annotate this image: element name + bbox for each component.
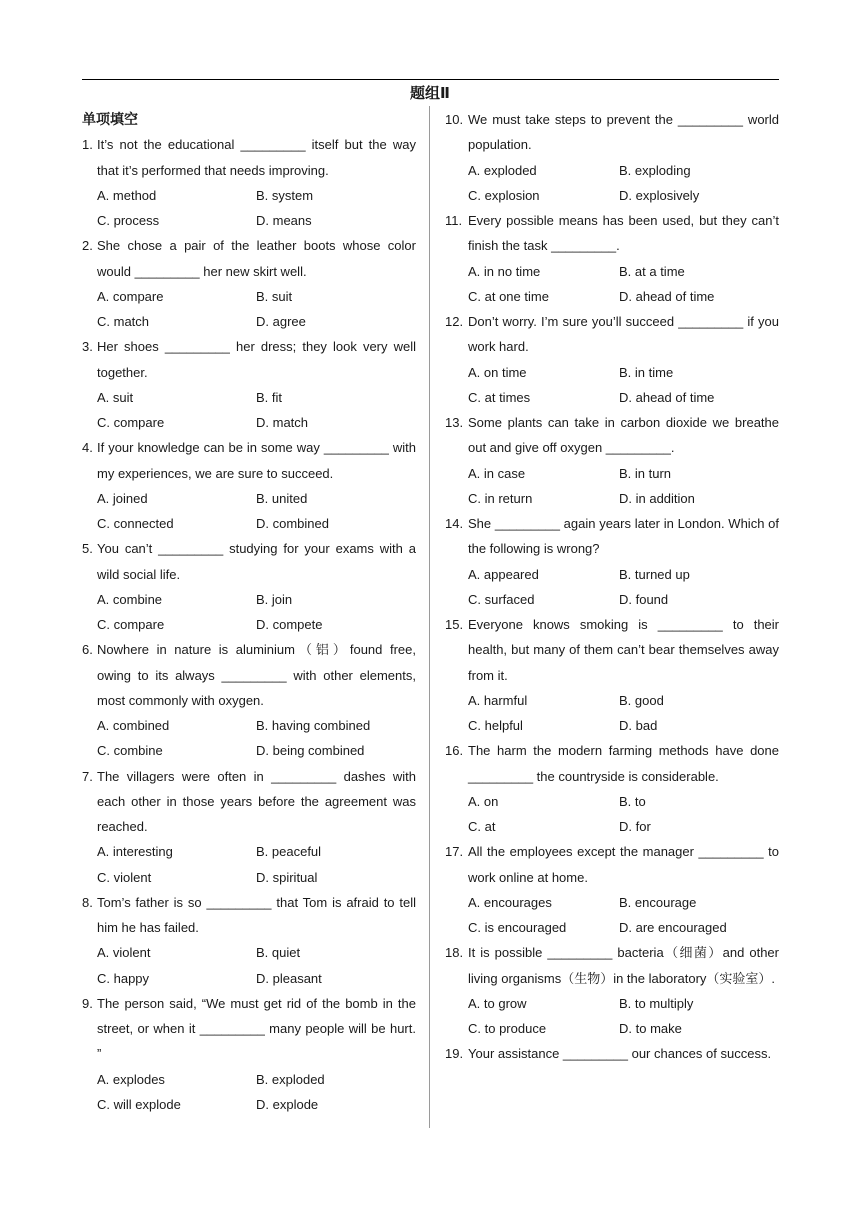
question-stem [445, 940, 779, 991]
question-item [445, 839, 779, 940]
answer-option: D. ahead of time [619, 288, 715, 304]
answer-option: C. will explode [97, 1096, 181, 1112]
answer-option: A. to grow [468, 995, 527, 1011]
question-stem [82, 334, 416, 385]
answer-option: A. joined [97, 490, 148, 506]
answer-option: B. fit [256, 389, 283, 405]
question-item [445, 1041, 779, 1066]
option-row [445, 562, 779, 587]
answer-option: D. for [619, 819, 651, 834]
answer-option: A. combined [97, 718, 170, 733]
question-number: 7. [82, 768, 93, 784]
option-row [82, 511, 416, 536]
answer-option: B. united [256, 490, 308, 506]
question-number: 13. [445, 415, 464, 430]
question-text: Tom’s father is so _________ that Tom is afraid to tell him he has failed. [97, 894, 416, 935]
question-stem [82, 764, 416, 840]
answer-option: B. turned up [619, 566, 690, 582]
answer-option: C. compare [97, 617, 165, 632]
answer-option: A. appeared [468, 566, 539, 582]
question-number: 6. [82, 642, 93, 658]
option-row [445, 183, 779, 208]
option-row [82, 940, 416, 965]
answer-option: C. explosion [468, 187, 540, 203]
option-row [445, 991, 779, 1016]
answer-option: C. compare [97, 415, 165, 430]
answer-option: D. agree [256, 314, 306, 329]
answer-option: B. good [619, 692, 664, 708]
answer-option: B. quiet [256, 945, 301, 961]
answer-option: D. compete [256, 617, 323, 632]
answer-option: B. having combined [256, 718, 371, 733]
answer-option: A. in no time [468, 263, 541, 279]
question-text: Don’t worry. I’m sure you’ll succeed _________ if you work hard. [468, 314, 779, 355]
question-stem [445, 208, 779, 259]
answer-option: A. explodes [97, 1071, 165, 1087]
question-text: Some plants can take in carbon dioxide we breathe out and give off oxygen _________. [468, 415, 779, 456]
question-number: 5. [82, 541, 93, 557]
question-stem [445, 107, 779, 158]
question-number: 1. [82, 137, 93, 153]
question-item [445, 107, 779, 208]
question-number: 18. [445, 945, 464, 961]
option-row [445, 789, 779, 814]
option-row [82, 839, 416, 864]
answer-option: B. peaceful [256, 844, 322, 860]
option-row [82, 1067, 416, 1092]
question-item [82, 536, 416, 637]
question-stem [445, 410, 779, 461]
question-text: It is possible _________ bacteria（细菌）and other living organisms（生物）in the laboratory（实验室）. [468, 945, 779, 986]
answer-option: B. system [256, 187, 314, 203]
answer-option: C. combine [97, 743, 163, 759]
question-number: 8. [82, 894, 93, 910]
question-item [445, 410, 779, 511]
option-row [445, 688, 779, 713]
answer-option: C. match [97, 314, 150, 329]
answer-option: B. to [619, 793, 646, 809]
question-number: 14. [445, 516, 464, 531]
answer-option: A. method [97, 187, 157, 203]
question-number: 11. [445, 213, 463, 228]
option-row [445, 915, 779, 940]
question-stem [445, 1041, 779, 1066]
option-row [445, 461, 779, 486]
question-item [445, 309, 779, 410]
question-item [82, 764, 416, 890]
answer-option: C. helpful [468, 718, 523, 733]
answer-option: B. exploding [619, 162, 691, 178]
question-stem [82, 435, 416, 486]
question-text: Her shoes _________ her dress; they look very well together. [97, 339, 416, 380]
question-stem [445, 309, 779, 360]
question-text: Everyone knows smoking is _________ to their health, but many of them can’t bear themselves away from it. [468, 617, 779, 683]
answer-option: A. combine [97, 591, 163, 607]
answer-option: B. to multiply [619, 995, 694, 1011]
question-item [82, 890, 416, 991]
question-item [82, 991, 416, 1117]
answer-option: A. on [468, 793, 499, 809]
question-text: We must take steps to prevent the _________ world population. [468, 112, 779, 153]
question-text: Every possible means has been used, but they can’t finish the task _________. [468, 213, 779, 254]
option-row [82, 309, 416, 334]
question-number: 10. [445, 112, 464, 127]
question-item [82, 233, 416, 334]
option-row [445, 587, 779, 612]
question-number: 4. [82, 440, 93, 456]
answer-option: D. to make [619, 1021, 682, 1036]
answer-option: D. combined [256, 516, 329, 531]
answer-option: C. happy [97, 970, 150, 986]
answer-option: A. interesting [97, 844, 173, 860]
option-row [445, 284, 779, 309]
answer-option: B. in time [619, 364, 674, 380]
question-item [445, 940, 779, 1041]
option-row [82, 284, 416, 309]
answer-option: D. means [256, 213, 312, 228]
question-stem [445, 738, 779, 789]
option-row [445, 890, 779, 915]
answer-option: C. is encouraged [468, 920, 567, 935]
question-text: The person said, “We must get rid of the bomb in the street, or when it _________ many people will be hurt. ” [97, 995, 416, 1062]
answer-option: C. in return [468, 490, 533, 506]
answer-option: D. explode [256, 1096, 319, 1112]
answer-option: C. violent [97, 869, 152, 885]
option-row [82, 865, 416, 890]
left-column [82, 107, 416, 1117]
question-stem [82, 536, 416, 587]
answer-option: D. explosively [619, 187, 700, 203]
option-row [82, 587, 416, 612]
option-row [445, 360, 779, 385]
column-divider [429, 106, 430, 1128]
answer-option: D. ahead of time [619, 389, 715, 405]
option-row [445, 814, 779, 839]
answer-option: B. in turn [619, 465, 672, 481]
option-row [82, 183, 416, 208]
question-item [82, 637, 416, 763]
question-number: 15. [445, 617, 464, 632]
answer-option: C. at times [468, 389, 531, 405]
question-number: 12. [445, 314, 464, 329]
question-text: All the employees except the manager _________ to work online at home. [468, 844, 779, 885]
option-row [82, 966, 416, 991]
option-row [82, 1092, 416, 1117]
header-rule [82, 79, 779, 80]
option-row [82, 738, 416, 763]
answer-option: A. in case [468, 465, 526, 481]
answer-option: D. being combined [256, 743, 365, 759]
answer-option: C. process [97, 213, 160, 228]
page-title: 题组Ⅱ [410, 85, 450, 102]
question-number: 17. [445, 844, 464, 860]
answer-option: D. bad [619, 718, 658, 733]
answer-option: D. are encouraged [619, 920, 727, 935]
answer-option: B. at a time [619, 263, 685, 279]
question-text: The harm the modern farming methods have done _________ the countryside is considerable. [468, 743, 779, 784]
option-row [82, 486, 416, 511]
question-text: She chose a pair of the leather boots whose color would _________ her new skirt well. [97, 238, 416, 279]
answer-option: A. exploded [468, 162, 537, 178]
question-stem [82, 890, 416, 941]
question-stem [445, 839, 779, 890]
answer-option: A. harmful [468, 692, 528, 708]
option-row [445, 385, 779, 410]
question-stem [82, 233, 416, 284]
answer-option: A. suit [97, 389, 134, 405]
left-question-list [82, 132, 416, 1117]
question-text: It’s not the educational _________ itself but the way that it’s performed that needs improving. [97, 137, 416, 178]
question-item [445, 208, 779, 309]
question-text: You can’t _________ studying for your exams with a wild social life. [97, 541, 416, 582]
option-row [82, 612, 416, 637]
answer-option: B. join [256, 591, 293, 607]
option-row [82, 208, 416, 233]
question-text: Your assistance _________ our chances of success. [468, 1046, 772, 1062]
question-item [82, 132, 416, 233]
answer-option: C. at one time [468, 288, 549, 304]
question-number: 19. [445, 1046, 464, 1062]
question-text: Nowhere in nature is aluminium（铝）found free, owing to its always _________ with other elements, most commonly with oxygen. [97, 642, 416, 708]
answer-option: C. surfaced [468, 591, 535, 607]
answer-option: D. in addition [619, 490, 695, 506]
answer-option: B. exploded [256, 1071, 325, 1087]
question-stem [445, 612, 779, 688]
answer-option: C. connected [97, 516, 174, 531]
answer-option: D. found [619, 591, 669, 607]
answer-option: A. compare [97, 288, 164, 304]
answer-option: C. to produce [468, 1021, 547, 1036]
option-row [82, 713, 416, 738]
answer-option: B. suit [256, 288, 293, 304]
right-question-list [445, 107, 779, 1067]
answer-option: D. spiritual [256, 869, 318, 885]
question-stem [82, 637, 416, 713]
answer-option: C. at [468, 819, 496, 834]
question-text: She _________ again years later in London. Which of the following is wrong? [468, 516, 779, 557]
answer-option: A. violent [97, 945, 151, 961]
right-column [445, 107, 779, 1067]
option-row [82, 410, 416, 435]
question-number: 16. [445, 743, 464, 759]
question-stem [445, 511, 779, 562]
answer-option: A. encourages [468, 894, 552, 910]
option-row [445, 158, 779, 183]
answer-option: B. encourage [619, 894, 697, 910]
question-number: 9. [82, 995, 93, 1011]
option-row [445, 259, 779, 284]
question-item [82, 334, 416, 435]
question-stem [82, 132, 416, 183]
question-text: If your knowledge can be in some way _________ with my experiences, we are sure to succeed. [97, 440, 416, 481]
answer-option: A. on time [468, 364, 527, 380]
option-row [445, 713, 779, 738]
section-heading: 单项填空 [82, 111, 138, 127]
question-item [445, 511, 779, 612]
answer-option: D. match [256, 415, 309, 430]
question-number: 2. [82, 238, 93, 254]
question-item [82, 435, 416, 536]
question-number: 3. [82, 339, 93, 355]
question-item [445, 738, 779, 839]
answer-option: D. pleasant [256, 970, 322, 986]
option-row [445, 486, 779, 511]
question-item [445, 612, 779, 738]
question-text: The villagers were often in _________ dashes with each other in those years before the agreement was reached. [97, 768, 416, 834]
option-row [82, 385, 416, 410]
question-stem [82, 991, 416, 1067]
option-row [445, 1016, 779, 1041]
